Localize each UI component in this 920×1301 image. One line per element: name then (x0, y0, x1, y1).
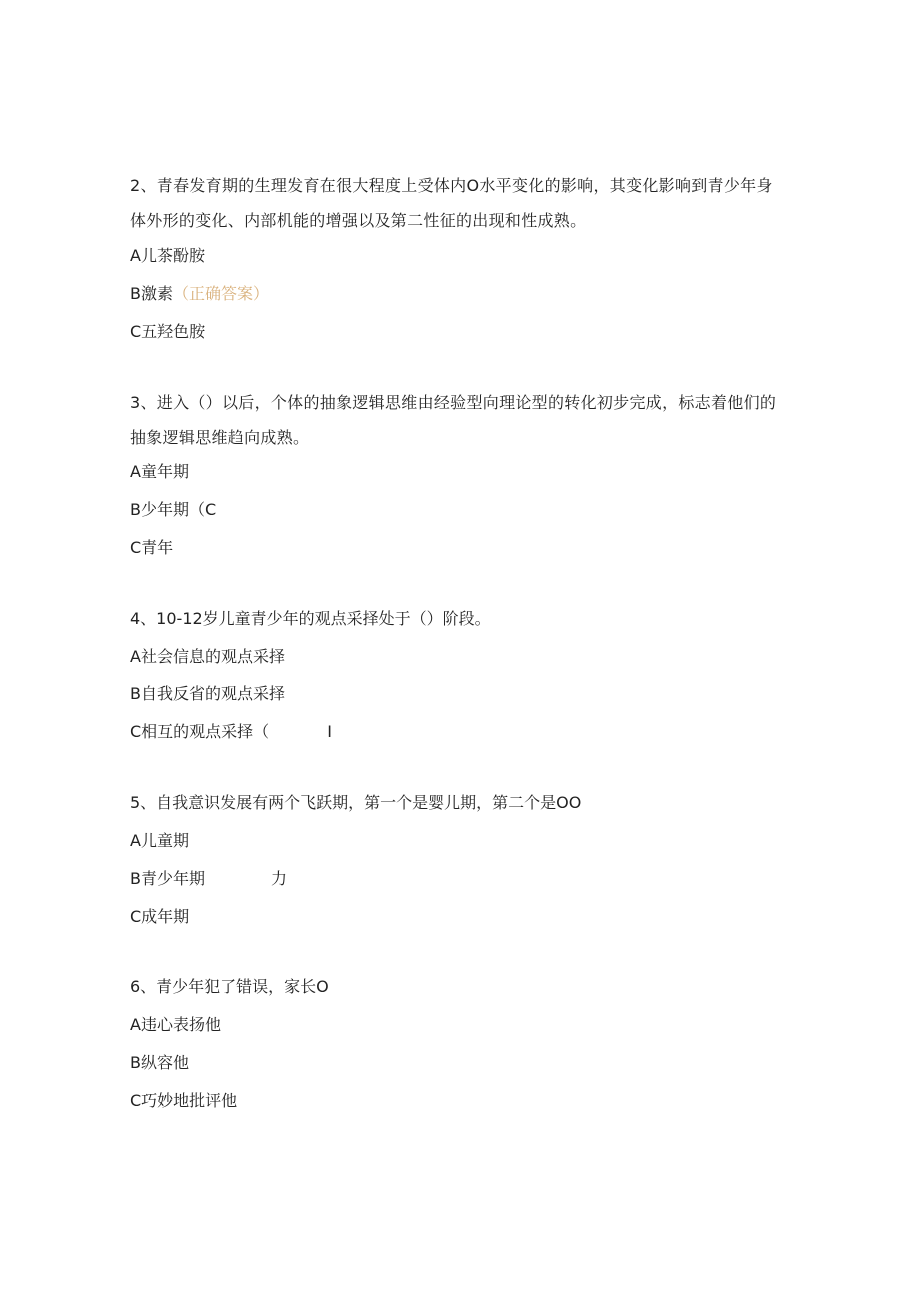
question-3-option-b: B少年期（C (130, 500, 217, 519)
question-3-stem: 3、进入（）以后，个体的抽象逻辑思维由经验型向理论型的转化初步完成，标志着他们的抽象逻辑思维趋向成熟。 (130, 393, 777, 447)
option-b-label: B激素 (130, 284, 173, 303)
question-4-option-b: B自我反省的观点采择 (130, 684, 285, 703)
option-b-label: B青少年期 (130, 869, 205, 888)
question-4-option-c (130, 722, 332, 742)
stray-mark: I (327, 722, 332, 741)
question-6-option-b: B纵容他 (130, 1053, 189, 1072)
question-4-stem: 4、10-12岁儿童青少年的观点采择处于（）阶段。 (130, 609, 491, 628)
correct-answer-mark: （正确答案） (172, 284, 269, 303)
question-5-option-b (130, 869, 287, 889)
question-2-stem: 2、青春发育期的生理发育在很大程度上受体内O水平变化的影响，其变化影响到青少年身体外形的变化、内部机能的增强以及第二性征的出现和性成熟。 (130, 176, 773, 230)
question-6-stem: 6、青少年犯了错误，家长O (130, 977, 329, 996)
question-2-option-a: A儿茶酚胺 (130, 246, 205, 265)
question-3-option-c: C青年 (130, 538, 174, 557)
question-6-option-c: C巧妙地批评他 (130, 1091, 238, 1110)
question-4-option-a: A社会信息的观点采择 (130, 647, 285, 666)
stray-mark: 力 (270, 869, 287, 888)
question-5-option-a: A儿童期 (130, 831, 189, 850)
question-3-option-a: A童年期 (130, 462, 189, 481)
question-2-option-b (130, 284, 269, 304)
question-6-option-a: A违心表扬他 (130, 1015, 221, 1034)
question-5-stem: 5、自我意识发展有两个飞跃期，第一个是婴儿期，第二个是OO (130, 793, 582, 812)
question-5-option-c: C成年期 (130, 907, 190, 926)
question-2-option-c: C五羟色胺 (130, 322, 206, 341)
option-c-label: C相互的观点采择（ (130, 722, 270, 741)
